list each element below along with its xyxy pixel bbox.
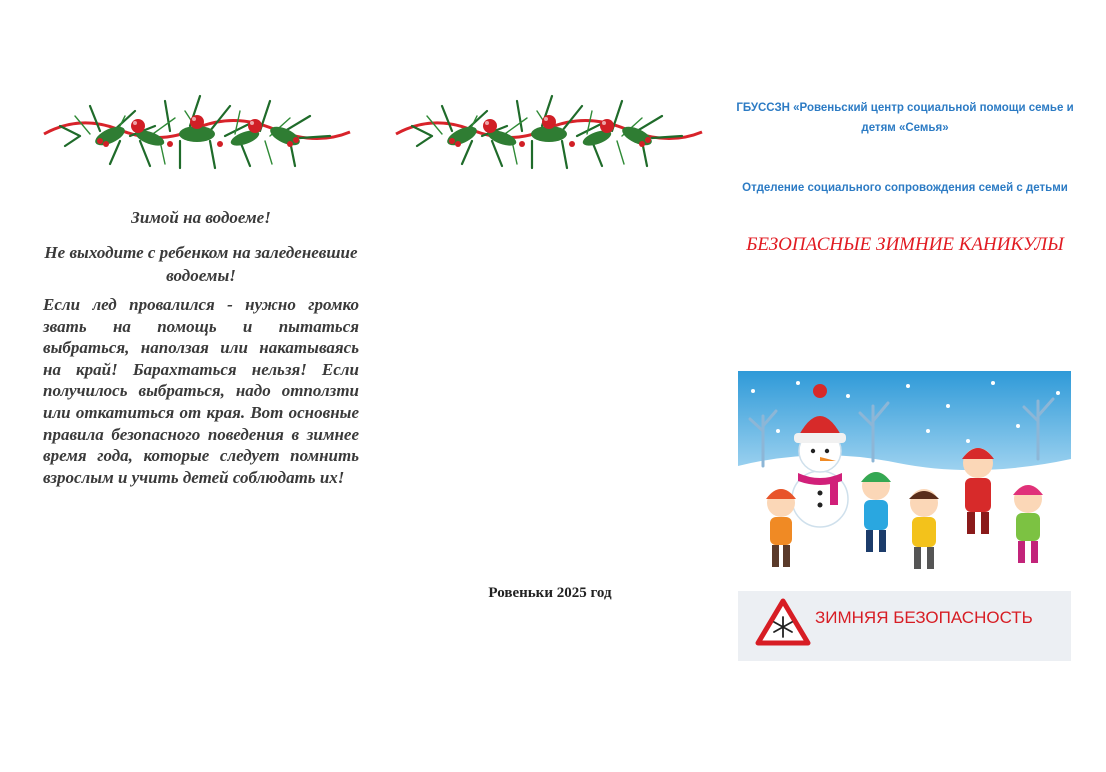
winter-safety-banner-text: ЗИМНЯЯ БЕЗОПАСНОСТЬ	[815, 608, 1033, 627]
ice-safety-warning: Не выходите с ребенком на заледеневшие водоемы!	[44, 243, 358, 285]
ice-safety-title: Зимой на водоеме!	[131, 208, 271, 227]
christmas-garland-middle	[392, 86, 706, 176]
brochure-headline: БЕЗОПАСНЫЕ ЗИМНИЕ КАНИКУЛЫ	[746, 234, 1064, 255]
christmas-garland-left	[40, 86, 354, 176]
ice-safety-body: Если лед провалился - нужно громко звать на помощь и пытаться выбраться, наползая или накатываясь на край! Барахтаться нельзя! Если получилось выбраться, надо отползти или откатиться от края. Вот основные правила безопасного поведения в зимнее время года, которые следует помнить взрослым и учить детей соблюдать их!	[43, 295, 359, 487]
organization-name: ГБУССЗН «Ровеньский центр социальной помощи семье и детям «Семья»	[736, 102, 1074, 134]
department-name: Отделение социального сопровождения семей с детьми	[742, 182, 1068, 194]
city-year-footer: Ровеньки 2025 год	[488, 585, 612, 601]
winter-safety-illustration	[738, 371, 1071, 661]
